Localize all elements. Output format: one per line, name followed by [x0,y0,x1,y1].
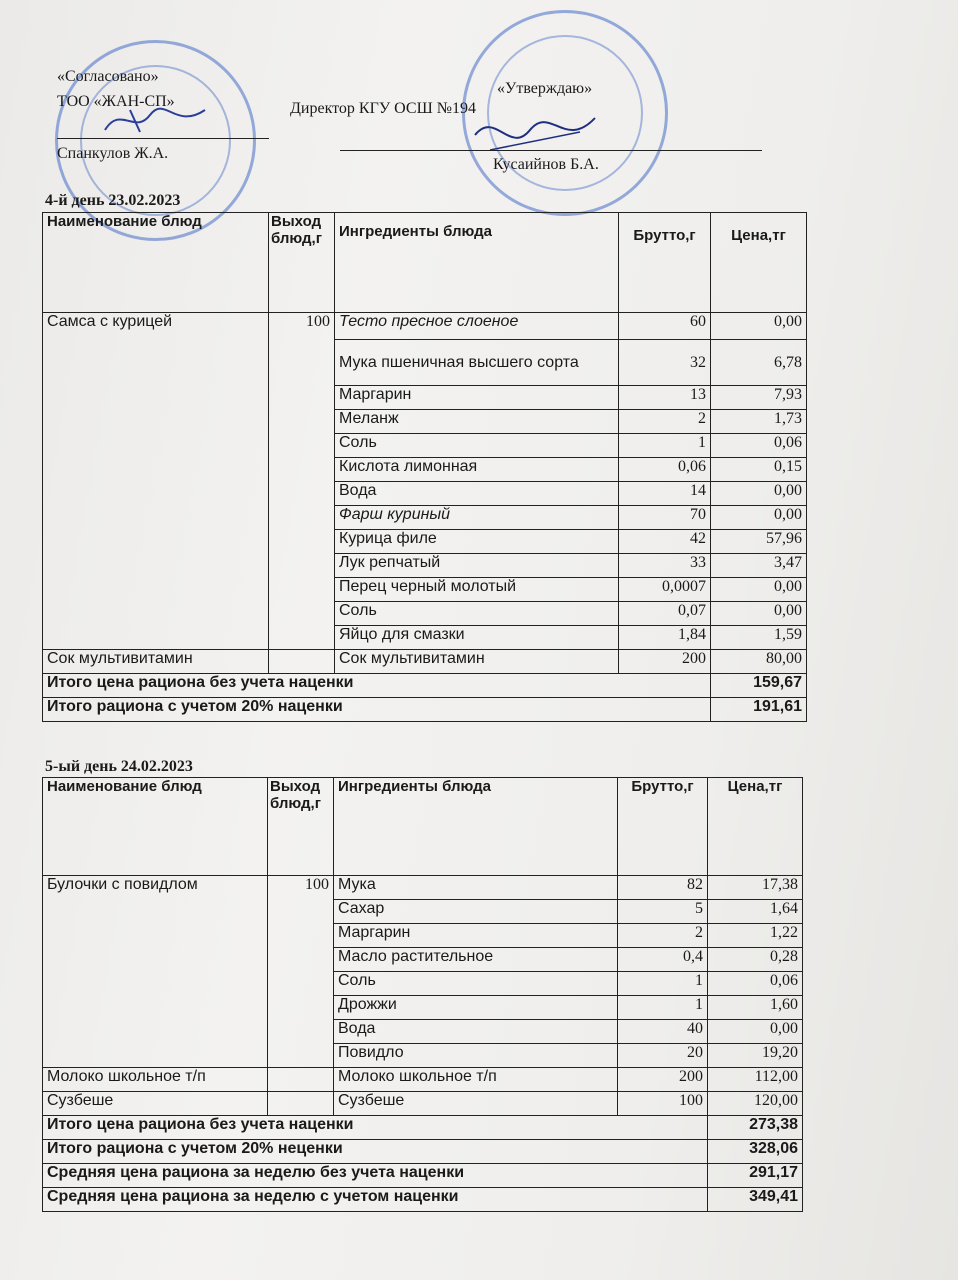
agreed-label: «Согласовано» [57,68,159,85]
ingredient: Фарш куриный [335,506,619,530]
price: 1,22 [708,924,803,948]
total-row [43,1164,803,1188]
price: 3,47 [711,554,807,578]
gross: 14 [619,482,711,506]
total-label: Итого цена рациона без учета наценки [43,1116,708,1140]
ingredient: Яйцо для смазки [335,626,619,650]
price: 0,00 [711,313,807,340]
day4-title: 4-й день 23.02.2023 [45,192,181,209]
dish-output: 100 [268,876,334,1068]
day4-table [42,212,807,722]
table-row [43,1068,803,1092]
ingredient: Сок мультивитамин [335,650,619,674]
gross: 13 [619,386,711,410]
price: 0,15 [711,458,807,482]
total-label: Итого рациона с учетом 20% наценки [43,698,711,722]
gross: 1 [618,996,708,1020]
gross: 0,0007 [619,578,711,602]
price: 1,59 [711,626,807,650]
price: 0,00 [708,1020,803,1044]
col-price: Цена,тг [708,778,803,876]
gross: 5 [618,900,708,924]
col-gross: Брутто,г [618,778,708,876]
ingredient: Маргарин [334,924,618,948]
col-price: Цена,тг [711,213,807,313]
ingredient: Кислота лимонная [335,458,619,482]
day5-title: 5-ый день 24.02.2023 [45,758,193,775]
gross: 20 [618,1044,708,1068]
total-row [43,1116,803,1140]
day5-table [42,777,803,1212]
gross: 1,84 [619,626,711,650]
approved-signature-line [340,150,762,151]
approved-name: Кусаийнов Б.А. [493,156,599,173]
signature-right [470,110,600,160]
dish-name: Самса с курицей [43,313,269,650]
price: 6,78 [711,340,807,386]
total-value: 328,06 [708,1140,803,1164]
ingredient: Тесто пресное слоеное [335,313,619,340]
table-row [43,313,807,340]
dish-output [268,1092,334,1116]
total-label: Итого цена рациона без учета наценки [43,674,711,698]
col-gross: Брутто,г [619,213,711,313]
total-value: 159,67 [711,674,807,698]
gross: 200 [618,1068,708,1092]
total-value: 273,38 [708,1116,803,1140]
gross: 60 [619,313,711,340]
gross: 1 [619,434,711,458]
price: 1,64 [708,900,803,924]
ingredient: Сахар [334,900,618,924]
total-row [43,698,807,722]
gross: 200 [619,650,711,674]
price: 0,00 [711,602,807,626]
price: 19,20 [708,1044,803,1068]
approved-label: «Утверждаю» [497,80,593,97]
dish-name: Молоко школьное т/п [43,1068,268,1092]
total-label: Средняя цена рациона за неделю без учета наценки [43,1164,708,1188]
total-label: Средняя цена рациона за неделю с учетом наценки [43,1188,708,1212]
gross: 40 [618,1020,708,1044]
col-dish: Наименование блюд [43,213,269,313]
dish-output [268,1068,334,1092]
gross: 2 [619,410,711,434]
ingredient: Сузбеше [334,1092,618,1116]
gross: 0,4 [618,948,708,972]
total-row [43,1140,803,1164]
dish-name: Сок мультивитамин [43,650,269,674]
table-row [43,650,807,674]
total-value: 291,17 [708,1164,803,1188]
ingredient: Соль [335,434,619,458]
ingredient: Лук репчатый [335,554,619,578]
dish-name: Булочки с повидлом [43,876,268,1068]
ingredient: Мука [334,876,618,900]
price: 0,06 [708,972,803,996]
gross: 42 [619,530,711,554]
dish-name: Сузбеше [43,1092,268,1116]
gross: 70 [619,506,711,530]
ingredient: Повидло [334,1044,618,1068]
gross: 0,06 [619,458,711,482]
col-output: Выход блюд,г [269,213,335,313]
total-value: 191,61 [711,698,807,722]
price: 0,00 [711,578,807,602]
total-label: Итого рациона с учетом 20% неценки [43,1140,708,1164]
gross: 82 [618,876,708,900]
price: 0,06 [711,434,807,458]
ingredient: Перец черный молотый [335,578,619,602]
col-dish: Наименование блюд [43,778,268,876]
ingredient: Вода [334,1020,618,1044]
price: 17,38 [708,876,803,900]
price: 120,00 [708,1092,803,1116]
dish-output [269,650,335,674]
ingredient: Масло растительное [334,948,618,972]
gross: 2 [618,924,708,948]
ingredient: Маргарин [335,386,619,410]
price: 80,00 [711,650,807,674]
total-value: 349,41 [708,1188,803,1212]
gross: 1 [618,972,708,996]
price: 0,00 [711,482,807,506]
director-title: Директор КГУ ОСШ №194 [290,100,476,117]
total-row [43,1188,803,1212]
agreed-name: Спанкулов Ж.А. [57,145,169,162]
price: 7,93 [711,386,807,410]
price: 1,73 [711,410,807,434]
col-ingredients: Ингредиенты блюда [334,778,618,876]
col-output: Выход блюд,г [268,778,334,876]
gross: 0,07 [619,602,711,626]
gross: 33 [619,554,711,578]
ingredient: Молоко школьное т/п [334,1068,618,1092]
price: 57,96 [711,530,807,554]
table-row [43,1092,803,1116]
gross: 32 [619,340,711,386]
table-row [43,876,803,900]
col-ingredients: Ингредиенты блюда [335,213,619,313]
ingredient: Вода [335,482,619,506]
gross: 100 [618,1092,708,1116]
ingredient: Соль [334,972,618,996]
company-label: ТОО «ЖАН-СП» [57,93,175,110]
agreed-signature-line [57,138,269,139]
price: 112,00 [708,1068,803,1092]
price: 0,28 [708,948,803,972]
ingredient: Меланж [335,410,619,434]
price: 1,60 [708,996,803,1020]
ingredient: Мука пшеничная высшего сорта [335,340,619,386]
price: 0,00 [711,506,807,530]
ingredient: Дрожжи [334,996,618,1020]
dish-output: 100 [269,313,335,650]
total-row [43,674,807,698]
ingredient: Курица филе [335,530,619,554]
ingredient: Соль [335,602,619,626]
